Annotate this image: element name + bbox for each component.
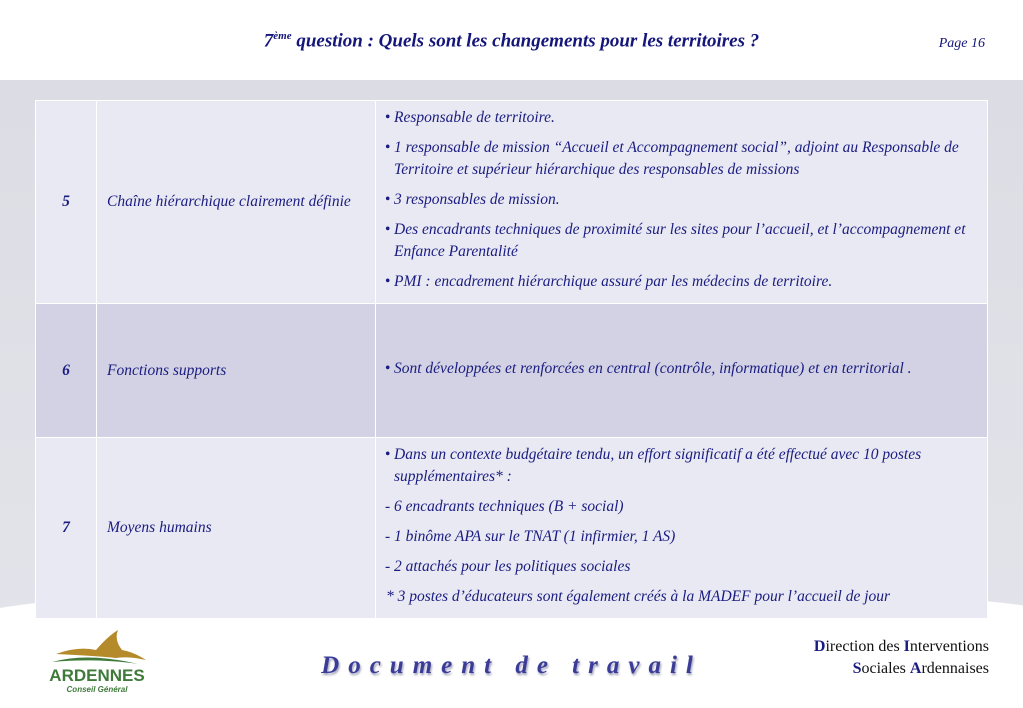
title-superscript: ème — [273, 30, 292, 42]
changes-table — [35, 100, 988, 619]
list-item-text: * 3 postes d’éducateurs sont également créés à la MADEF pour l’accueil de jour — [386, 588, 891, 605]
bullet-icon: • — [385, 109, 391, 126]
logo-subtitle: Conseil Général — [66, 685, 128, 694]
page-header — [0, 0, 1023, 80]
title-number: 7 — [263, 30, 274, 52]
list-item — [386, 444, 977, 488]
list-item — [386, 219, 977, 263]
page-number: Page 16 — [938, 36, 985, 51]
bullet-icon: • — [385, 273, 391, 290]
logo-wordmark: ARDENNES — [49, 666, 145, 685]
list-item-text: 3 responsables de mission. — [394, 191, 560, 208]
list-item-text: Des encadrants techniques de proximité sur les sites pour l’accueil, et l’accompagnement et Enfance Parentalité — [394, 221, 966, 260]
list-item — [386, 137, 977, 181]
dash-icon: - — [385, 528, 391, 545]
row-label: Moyens humains — [97, 438, 376, 619]
list-item-text: 2 attachés pour les politiques sociales — [394, 558, 631, 575]
row-label: Fonctions supports — [97, 304, 376, 438]
list-item — [386, 358, 977, 380]
bullet-icon: • — [385, 359, 391, 377]
row-details — [376, 438, 988, 619]
list-item-text: Dans un contexte budgétaire tendu, un effort significatif a été effectué avec 10 postes supplémentaires* : — [394, 446, 922, 485]
table-row — [36, 304, 988, 438]
department-line-1: Direction des Interventions — [813, 638, 989, 655]
list-item-text: Responsable de territoire. — [394, 109, 555, 126]
list-item-text: 1 binôme APA sur le TNAT (1 infirmier, 1 AS) — [394, 528, 676, 545]
list-item — [386, 556, 977, 578]
list-item-text: Sont développées et renforcées en central (contrôle, informatique) et en territorial . — [394, 359, 912, 377]
list-item-text: 1 responsable de mission “Accueil et Accompagnement social”, adjoint au Responsable de Territoire et supérieur hiérarchique des responsables de missions — [394, 139, 959, 178]
list-item — [386, 271, 977, 293]
list-item — [386, 496, 977, 518]
title-text: question : Quels sont les changements pour les territoires ? — [291, 30, 760, 52]
detail-list — [386, 444, 977, 608]
row-label: Chaîne hiérarchique clairement définie — [97, 101, 376, 304]
list-item — [386, 526, 977, 548]
list-item-text: 6 encadrants techniques (B + social) — [394, 498, 624, 515]
bullet-icon: • — [385, 221, 391, 238]
row-details — [376, 101, 988, 304]
list-item — [386, 189, 977, 211]
row-number: 7 — [36, 438, 97, 619]
row-number: 6 — [36, 304, 97, 438]
row-details — [376, 304, 988, 438]
document-label: Document de travail — [321, 652, 702, 679]
bullet-icon: • — [385, 139, 391, 156]
department-line-2: Sociales Ardennaises — [852, 660, 989, 677]
detail-list — [386, 358, 977, 380]
list-item-text: PMI : encadrement hiérarchique assuré par les médecins de territoire. — [394, 273, 833, 290]
detail-list — [386, 107, 977, 293]
dash-icon: - — [385, 498, 391, 515]
bullet-icon: • — [385, 191, 391, 208]
bullet-icon: • — [385, 446, 391, 463]
list-item — [386, 107, 977, 129]
row-number: 5 — [36, 101, 97, 304]
department-name — [814, 636, 989, 680]
page-title — [0, 30, 1023, 52]
list-item — [386, 586, 977, 608]
dash-icon: - — [385, 558, 391, 575]
table-row — [36, 101, 988, 304]
table-row — [36, 438, 988, 619]
